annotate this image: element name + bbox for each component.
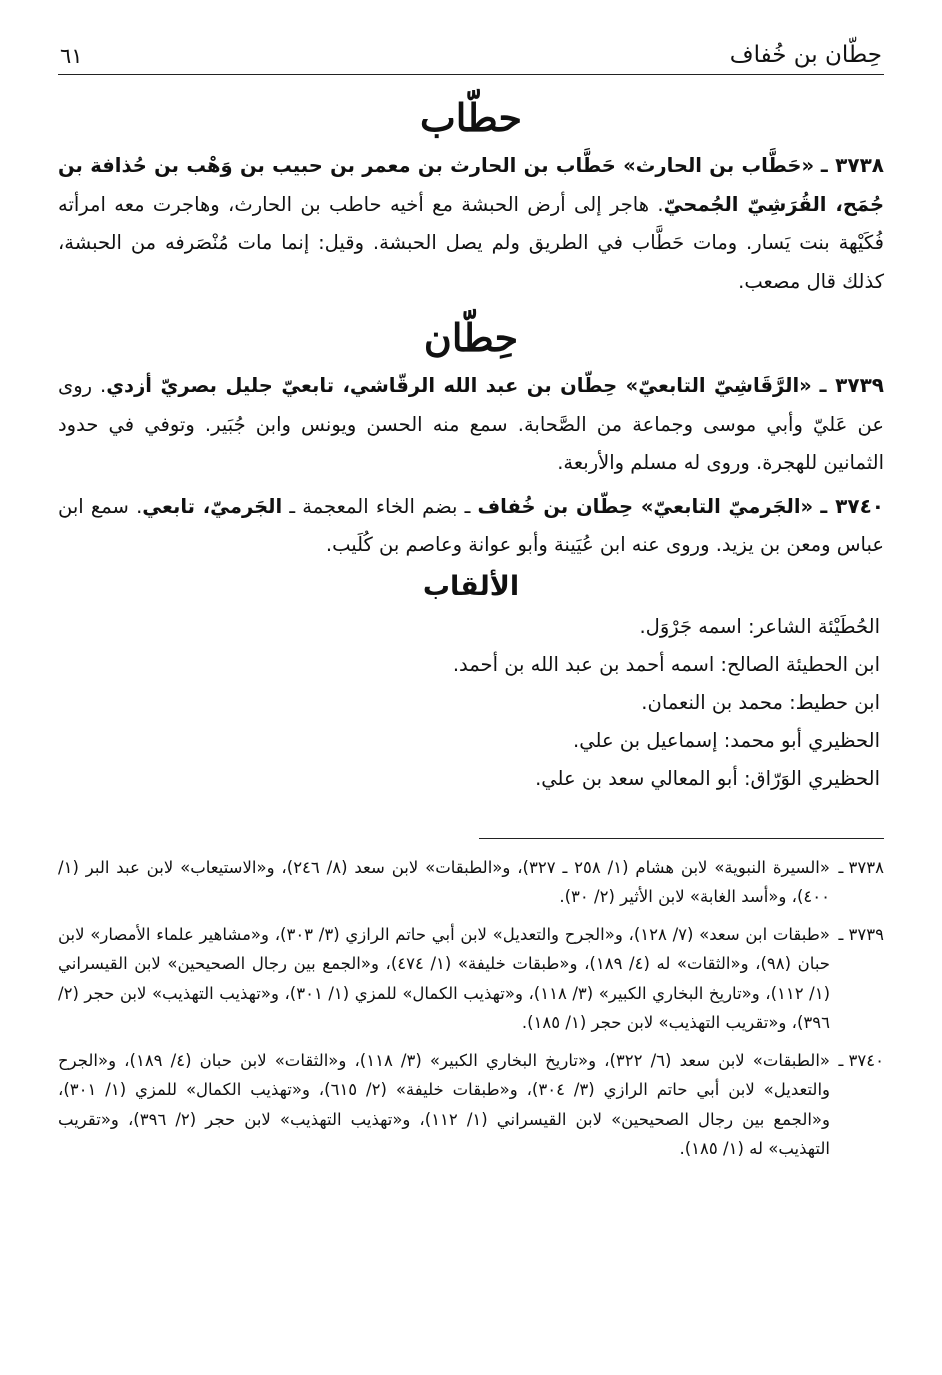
- footnote-number: ٣٧٤٠ ـ: [838, 1050, 884, 1070]
- entry-3740: [58, 487, 884, 565]
- entry-bold-mid: الجَرميّ، تابعي: [142, 494, 283, 518]
- running-title: حِطّان بن خُفاف: [729, 42, 882, 68]
- section-heading-hittan: حِطّان: [423, 315, 519, 360]
- entry-bold-lead: «الرَّقَاشِيّ التابعيّ» حِطّان بن عبد الله الرقّاشي، تابعيّ جليل بصريّ أزدي: [106, 374, 812, 397]
- footnote-divider: [479, 838, 884, 839]
- entry-bold-lead: «الجَرميّ التابعيّ» حِطّان بن خُفاف: [477, 494, 814, 518]
- list-item: ابن الحطيئة الصالح: اسمه أحمد بن عبد الله بن أحمد.: [452, 652, 880, 676]
- entry-text-mid: ـ بضم الخاء المعجمة ـ: [282, 494, 478, 518]
- list-item: الحظيري أبو محمد: إسماعيل بن علي.: [573, 728, 880, 752]
- footnote-text: «الطبقات» لابن سعد (٦/ ٣٢٢)، و«تاريخ البخاري الكبير» (٣/ ١١٨)، و«الثقات» لابن حبان (٤/ ١٨٩)، و«الجرح والتعديل» لابن أبي حاتم الرازي (٣/ ٣٠٤)، و«طبقات خليفة» (٢/ ٦١٥)، و«تهذيب الكمال» للمزي (١/ ٣٠١)، و«الجمع بين رجال الصحيحين» لابن القيسراني (١/ ١١٢)، و«تهذيب التهذيب» لابن حجر (٢/ ٣٩٦)، و«تقريب التهذيب» له (١/ ١٨٥).: [58, 1050, 831, 1158]
- entry-text: . روى عن عَليّ وأبي موسى وجماعة من الصَّحابة. سمع منه الحسن ويونس وابن جُبَير. وتوفي في حدود الثمانين للهجرة. وروى له مسلم والأربعة.: [58, 374, 884, 474]
- footnote-text: «طبقات ابن سعد» (٧/ ١٢٨)، و«الجرح والتعديل» لابن أبي حاتم الرازي (٣/ ٣٠٣)، و«مشاهير علماء الأمصار» لابن حبان (٩٨)، و«الثقات» له (٤/ ١٨٩)، و«طبقات خليفة» (١/ ٤٧٤)، و«الجمع بين رجال الصحيحين» لابن القيسراني (١/ ١١٢)، و«تاريخ البخاري الكبير» (٣/ ١١٨)، و«تهذيب الكمال» للمزي (١/ ٣٠١)، و«تهذيب التهذيب» لابن حجر (٢/ ٣٩٦)، و«تقريب التهذيب» لابن حجر (١/ ١٨٥).: [58, 924, 831, 1032]
- section-heading-khattab: حطّاب: [419, 95, 522, 140]
- entry-3739: [58, 366, 884, 483]
- entry-text: . هاجر إلى أرض الحبشة مع أخيه حاطب بن الحارث، وهاجرت معه امرأته فُكَيْهة بنت يَسار. ومات حَطَّاب في الطريق ولم يصل الحبشة. وقيل: إنما مات مُنْصَرفه من الحبشة، كذلك قال مصعب.: [58, 192, 884, 293]
- entry-text: . سمع ابن عباس ومعن بن يزيد. وروى عنه ابن عُيَينة وأبو عوانة وعاصم بن كُلَيب.: [58, 494, 884, 556]
- list-item: ابن حطيط: محمد بن النعمان.: [641, 690, 880, 714]
- footnote-number: ٣٧٣٩ ـ: [838, 924, 884, 944]
- entry-number: ٣٧٣٩ ـ: [819, 373, 884, 397]
- list-item: الحُطَيْئة الشاعر: اسمه جَرْوَل.: [639, 614, 880, 638]
- footnote-number: ٣٧٣٨ ـ: [838, 857, 884, 877]
- entry-bold-lead: «حَطَّاب بن الحارث» حَطَّاب بن الحارث بن معمر بن حبيب بن وَهْب بن حُذافة بن جُمَح، القُرَشِيّ الجُمحيّ: [58, 154, 884, 216]
- list-item: الحظيري الوَرّاق: أبو المعالي سعد بن علي.: [535, 766, 880, 790]
- footnote-3740: [58, 1046, 884, 1164]
- footnote-3739: [58, 920, 884, 1038]
- footnote-3738: [58, 853, 884, 912]
- footnote-text: «السيرة النبوية» لابن هشام (١/ ٢٥٨ ـ ٣٢٧)، و«الطبقات» لابن سعد (٨/ ٢٤٦)، و«الاستيعاب» لابن عبد البر (١/ ٤٠٠)، و«أسد الغابة» لابن الأثير (٢/ ٣٠).: [58, 857, 830, 906]
- book-page: [58, 30, 884, 1172]
- page-number: ٦١: [60, 44, 83, 68]
- entry-number: ٣٧٣٨ ـ: [820, 153, 884, 177]
- entry-3738: [58, 146, 884, 301]
- section-heading-alqab: الألقاب: [422, 570, 520, 602]
- entry-number: ٣٧٤٠ ـ: [820, 493, 884, 518]
- running-header: [58, 30, 884, 75]
- alqab-list: [58, 608, 884, 798]
